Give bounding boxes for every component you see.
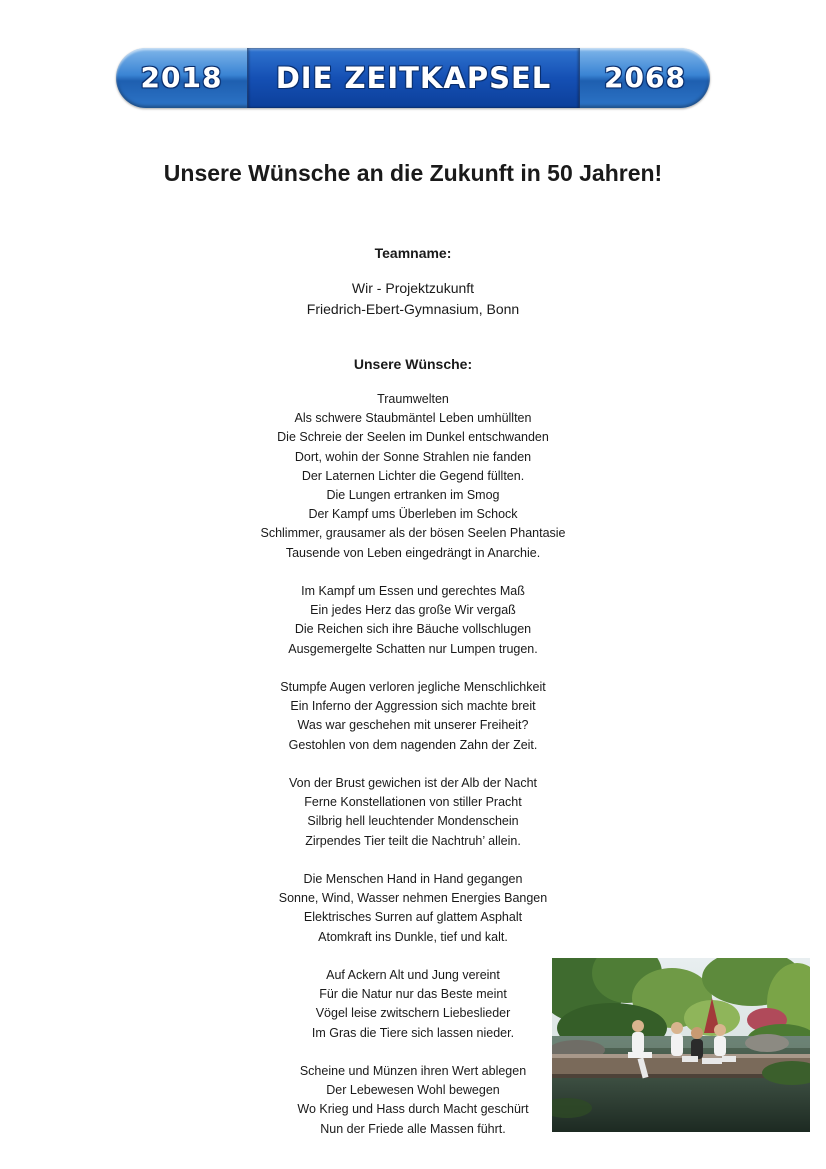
poem-line: Sonne, Wind, Wasser nehmen Energies Bangen — [278, 891, 548, 906]
poem-line: Von der Brust gewichen ist der Alb der Nacht — [288, 776, 538, 791]
poem-line: Ein jedes Herz das große Wir vergaß — [310, 603, 516, 618]
poem-stanza — [0, 678, 826, 755]
poem-line: Als schwere Staubmäntel Leben umhüllten — [294, 411, 532, 426]
poem-line: Vögel leise zwitschern Liebeslieder — [315, 1006, 511, 1021]
team-photo — [552, 958, 810, 1132]
poem-line: Im Gras die Tiere sich lassen nieder. — [311, 1025, 515, 1040]
poem-line: Die Menschen Hand in Hand gegangen — [303, 872, 523, 887]
poem-line: Nun der Friede alle Massen führt. — [320, 1121, 506, 1136]
poem-line: Was war geschehen mit unserer Freiheit? — [297, 718, 529, 733]
poem-line: Stumpfe Augen verloren jegliche Menschlichkeit — [280, 680, 546, 695]
school-name: Friedrich-Ebert-Gymnasium, Bonn — [306, 301, 520, 317]
poem-line: Wo Krieg und Hass durch Macht geschürt — [297, 1102, 529, 1117]
poem-line: Der Lebewesen Wohl bewegen — [326, 1083, 500, 1098]
page-title: Unsere Wünsche an die Zukunft in 50 Jahren! — [163, 160, 663, 186]
poem-line: Ausgemergelte Schatten nur Lumpen trugen. — [288, 641, 538, 656]
poem-stanza — [0, 582, 826, 659]
poem-line: Der Laternen Lichter die Gegend füllten. — [301, 468, 525, 483]
team-name: Wir - Projektzukunft — [351, 280, 475, 296]
team-photo-image — [552, 958, 810, 1132]
poem-line: Die Lungen ertranken im Smog — [326, 488, 500, 503]
zeitkapsel-banner — [116, 48, 710, 108]
poem-line: Der Kampf ums Überleben im Schock — [308, 507, 518, 522]
poem-line: Die Schreie der Seelen im Dunkel entschwanden — [277, 430, 549, 445]
poem-line: Silbrig hell leuchtender Mondenschein — [307, 814, 519, 829]
poem-line: Im Kampf um Essen und gerechtes Maß — [301, 584, 525, 599]
team-info — [0, 278, 826, 320]
poem-line: Dort, wohin der Sonne Strahlen nie fanden — [294, 449, 532, 464]
poem-line: Ferne Konstellationen von stiller Pracht — [304, 795, 522, 810]
poem-line: Traumwelten — [377, 392, 449, 406]
poem-line: Scheine und Münzen ihren Wert ablegen — [299, 1064, 527, 1079]
poem-line: Elektrisches Surren auf glattem Asphalt — [303, 910, 523, 925]
poem-stanza — [0, 390, 826, 563]
poem-line: Atomkraft ins Dunkle, tief und kalt. — [318, 929, 508, 944]
poem-line: Ein Inferno der Aggression sich machte breit — [290, 699, 536, 714]
poem-line: Für die Natur nur das Beste meint — [319, 987, 507, 1002]
poem-line: Gestohlen von dem nagenden Zahn der Zeit. — [288, 737, 538, 752]
team-label: Teamname: — [374, 245, 452, 261]
poem-line: Schlimmer, grausamer als der bösen Seelen Phantasie — [260, 526, 566, 541]
poem-stanza — [0, 870, 826, 947]
poem-line: Die Reichen sich ihre Bäuche vollschlugen — [294, 622, 532, 637]
banner-year-start: 2018 — [140, 61, 223, 94]
wishes-label: Unsere Wünsche: — [353, 356, 473, 372]
banner-title: DIE ZEITKAPSEL — [275, 61, 552, 95]
banner-year-end: 2068 — [604, 61, 686, 94]
poem-line: Zirpendes Tier teilt die Nachtruh’ allein. — [305, 833, 521, 848]
poem-line: Auf Ackern Alt und Jung vereint — [326, 968, 500, 983]
poem-stanza — [0, 774, 826, 851]
poem-line: Tausende von Leben eingedrängt in Anarchie. — [285, 545, 541, 560]
